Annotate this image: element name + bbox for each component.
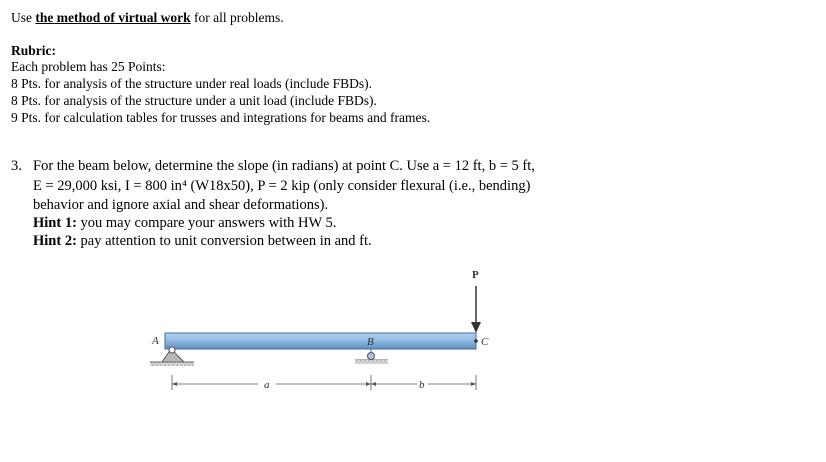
problem-number: 3. (11, 158, 22, 174)
point-label-c: C (481, 336, 489, 348)
intro-prefix: Use (11, 10, 36, 25)
dimension-label-a: a (264, 379, 270, 391)
beam (165, 333, 476, 349)
point-label-a: A (152, 335, 159, 347)
roller-support-b (355, 349, 388, 364)
rubric-title: Rubric: (11, 43, 56, 58)
hint-2-label: Hint 2: (33, 233, 77, 249)
load-label-p: P (472, 269, 479, 281)
point-c-marker (474, 339, 478, 343)
problem-line-3: behavior and ignore axial and shear deformations). (33, 197, 329, 213)
rubric-line-4: 9 Pts. for calculation tables for trusses and integrations for beams and frames. (11, 110, 431, 125)
dimension-a (172, 375, 371, 390)
problem-line-2: E = 29,000 ksi, I = 800 in⁴ (W18x50), P = 2 kip (only consider flexural (i.e., bending) (33, 178, 531, 194)
rubric-line-3: 8 Pts. for analysis of the structure under a unit load (include FBDs). (11, 93, 377, 108)
rubric-line-1: Each problem has 25 Points: (11, 59, 166, 74)
pin-support-a (150, 347, 194, 366)
rubric-line-2: 8 Pts. for analysis of the structure under real loads (include FBDs). (11, 76, 373, 91)
intro-suffix: for all problems. (190, 10, 284, 25)
method-name: the method of virtual work (35, 10, 191, 25)
hint-2-text: pay attention to unit conversion between in and ft. (76, 233, 372, 249)
hint-1-text: you may compare your answers with HW 5. (76, 215, 337, 231)
dimension-label-b: b (419, 379, 425, 391)
hint-1-label: Hint 1: (33, 215, 77, 231)
problem-line-1: For the beam below, determine the slope (in radians) at point C. Use a = 12 ft, b = 5 ft, (33, 158, 535, 174)
load-arrow-p (471, 286, 481, 333)
point-label-b: B (367, 336, 374, 348)
